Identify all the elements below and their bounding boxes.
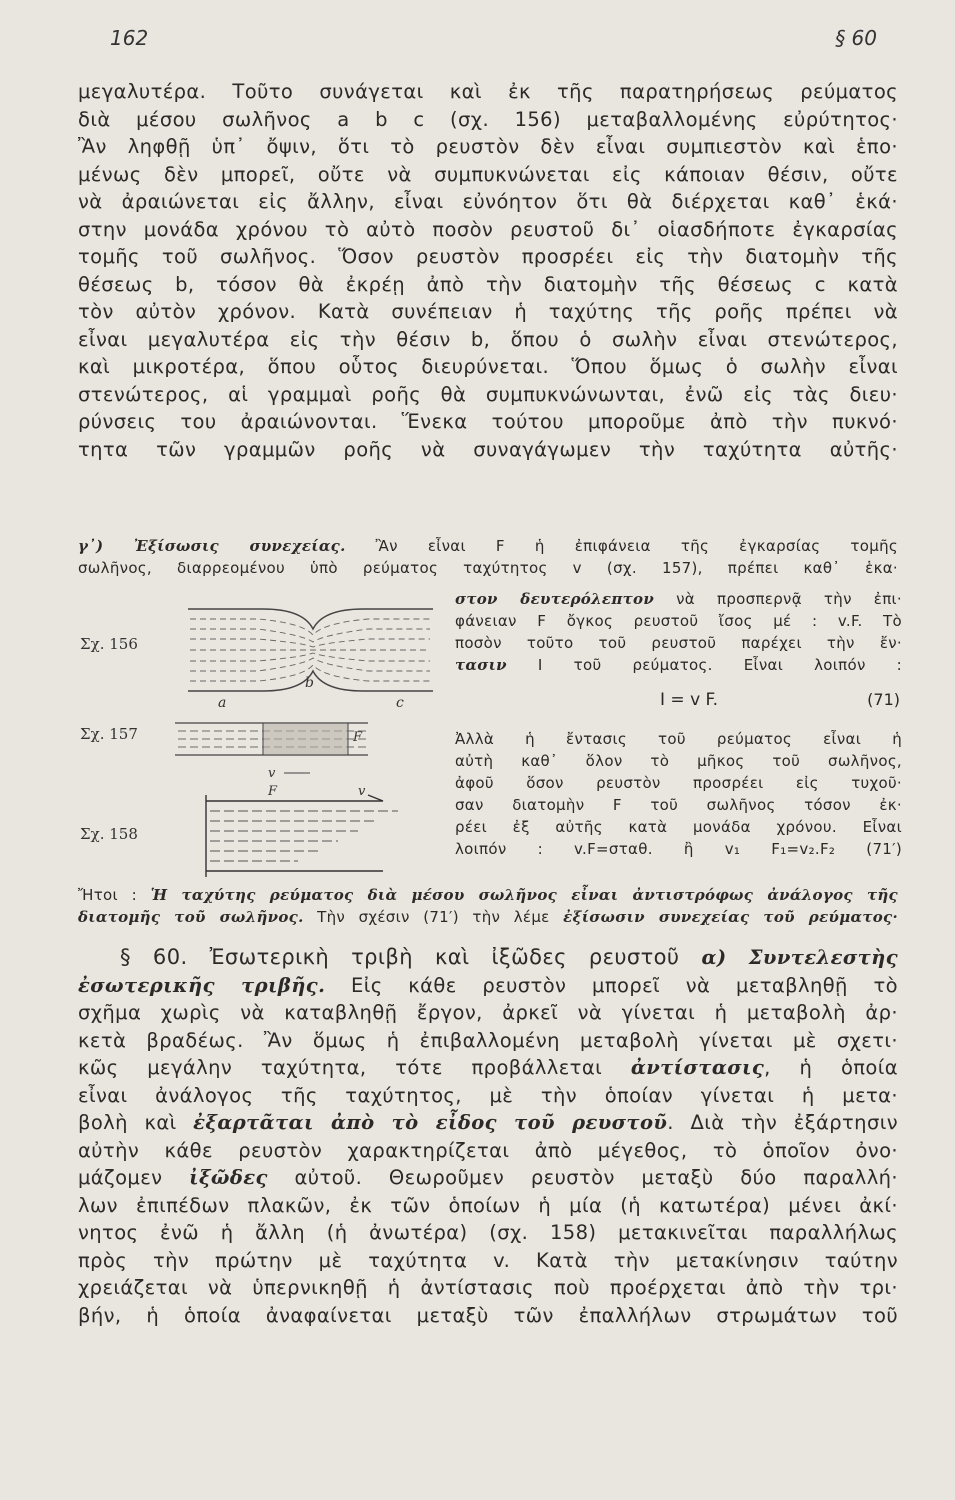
subsection-continuity-equation bbox=[78, 535, 898, 579]
text-line: χρειάζεται νὰ ὑπερνικηθῇ ἡ ἀντίστασις ποὺ προέρχεται ἀπὸ τὴν τρι· bbox=[78, 1276, 898, 1299]
text-line bbox=[78, 972, 898, 1000]
figure-158-F: F bbox=[268, 784, 278, 799]
text-line: βήν, ἡ ὁποία ἀναφαίνεται μεταξὺ τῶν ἐπαλλήλων στρωμάτων τοῦ bbox=[78, 1303, 898, 1327]
text-line: στην μονάδα χρόνου τὸ αὐτὸ ποσὸν ρευστοῦ δι᾽ οἱασδήποτε ἐγκαρσίας bbox=[78, 217, 898, 241]
text-line: λοιπόν : v.F=σταθ. ἢ v₁ F₁=v₂.F₂ (71′) bbox=[455, 840, 902, 858]
bold-term: ἀντίστασις bbox=[630, 1056, 765, 1079]
text-line bbox=[78, 906, 898, 928]
equation-formula: I = v F. bbox=[660, 690, 718, 710]
text-fragment: φάνειαν F ὄγκος ρευστοῦ ἴσος μέ : v.F. Τὸ bbox=[455, 612, 902, 630]
text-line: θέσεως b, τόσον θὰ ἐκρέῃ ἀπὸ τὴν διατομὴν τῆς θέσεως c κατὰ bbox=[78, 272, 898, 296]
text-line: νητος ἐνῶ ἡ ἄλλη (ἡ ἀνωτέρα) (σχ. 158) μετακινεῖται παραλλήλως bbox=[78, 1221, 898, 1244]
text-line bbox=[455, 654, 902, 676]
text-fragment: αὐτοῦ. Θεωροῦμεν ρευστὸν μεταξὺ δύο παραλλή· bbox=[267, 1166, 898, 1189]
subsection-label: γ᾽) Ἐξίσωσις συνεχείας. bbox=[78, 537, 346, 555]
text-line: μεγαλυτέρα. Τοῦτο συνάγεται καὶ ἐκ τῆς παρατηρήσεως ρεύματος bbox=[78, 80, 898, 103]
text-line: καὶ μικροτέρα, ὅπου οὗτος διευρύνεται. Ὅπου ὅμως ὁ σωλὴν εἶναι bbox=[78, 355, 898, 378]
text-line: Ἀλλὰ ἡ ἔντασις τοῦ ρεύματος εἶναι ἡ bbox=[455, 730, 902, 748]
paragraph-continuity bbox=[78, 78, 898, 463]
bold-term: τασιν bbox=[455, 656, 507, 674]
figures-drawing bbox=[78, 595, 448, 885]
figure-157-F: F bbox=[353, 730, 363, 745]
text-line bbox=[455, 610, 902, 632]
bold-statement: διατομῆς τοῦ σωλῆνος. bbox=[78, 908, 304, 926]
equation-number: (71) bbox=[867, 690, 900, 709]
right-column-text bbox=[455, 588, 902, 676]
text-line bbox=[455, 632, 902, 654]
bold-term: ἐξίσωσιν συνεχείας τοῦ ρεύματος· bbox=[563, 908, 898, 926]
right-column-text-2 bbox=[455, 728, 902, 860]
subsection-label: ἐσωτερικῆς τριβῆς. bbox=[78, 973, 326, 997]
bold-term: ἐξαρτᾶται ἀπὸ τὸ εἶδος τοῦ ρευστοῦ bbox=[193, 1111, 668, 1134]
text-line: σαν διατομὴν F τοῦ σωλῆνος τόσον ἐκ· bbox=[455, 796, 902, 814]
figure-158-v: v bbox=[358, 784, 366, 799]
figure-156-label: Σχ. 156 bbox=[80, 635, 138, 653]
text-line: τομῆς τοῦ σωλῆνος. Ὅσον ρευστὸν προσρέει εἰς τὴν διατομὴν τῆς bbox=[78, 245, 898, 268]
text-line: πρὸς τὴν πρώτην μὲ ταχύτητα v. Κατὰ τὴν μετακίνησιν ταύτην bbox=[78, 1248, 898, 1272]
text-line bbox=[78, 1164, 898, 1192]
figure-156-c: c bbox=[396, 695, 404, 711]
section-number: § 60. bbox=[120, 945, 188, 969]
text-line bbox=[78, 1109, 898, 1137]
text-line: Ἂν ληφθῇ ὑπ᾽ ὄψιν, ὅτι τὸ ρευστὸν δὲν εἶναι συμπιεστὸν καὶ ἑπο· bbox=[78, 135, 898, 158]
text-line bbox=[78, 535, 898, 557]
bold-statement: Ἡ ταχύτης ρεύματος διὰ μέσου σωλῆνος εἶναι ἀντιστρόφως ἀνάλογος τῆς bbox=[150, 886, 898, 904]
text-line: μένως δὲν μπορεῖ, οὔτε νὰ συμπυκνώνεται εἰς κάποιαν θέσιν, οὔτε bbox=[78, 162, 898, 186]
text-line: στενώτερος, αἱ γραμμαὶ ροῆς θὰ συμπυκνώνωνται, ἐνῶ εἰς τὰς διευ· bbox=[78, 382, 898, 406]
figure-156-a: a bbox=[218, 695, 227, 711]
figure-158-layers bbox=[210, 811, 398, 861]
section-title: Ἐσωτερικὴ τριβὴ καὶ ἰξῶδες ρευστοῦ bbox=[187, 945, 702, 969]
text-fragment: , ἡ ὁποία bbox=[764, 1056, 898, 1079]
text-line: κετὰ βραδέως. Ἂν ὅμως ἡ ἐπιβαλλομένη μεταβολὴ γίνεται μὲ σχετι· bbox=[78, 1028, 898, 1052]
text-line: σωλῆνος, διαρρεομένου ὑπὸ ρεύματος ταχύτητος v (σχ. 157), πρέπει καθ᾽ ἑκα· bbox=[78, 559, 898, 577]
text-line: τητα τῶν γραμμῶν ροῆς νὰ συναγάγωμεν τὴν ταχύτητα αὐτῆς· bbox=[78, 437, 898, 461]
text-line: αὐτὴν κάθε ρευστὸν χαρακτηρίζεται ἀπὸ μέγεθος, τὸ ὁποῖον ὀνο· bbox=[78, 1138, 898, 1162]
text-line: εἶναι μεγαλυτέρα εἰς τὴν θέσιν b, ὅπου ὁ σωλὴν εἶναι στενώτερος, bbox=[78, 327, 898, 351]
text-fragment: I τοῦ ρεύματος. Εἶναι λοιπόν : bbox=[506, 656, 902, 674]
text-fragment: Ἂν εἶναι F ἡ ἐπιφάνεια τῆς ἐγκαρσίας τομῆς bbox=[375, 537, 898, 555]
text-line: διὰ μέσου σωλῆνος a b c (σχ. 156) μεταβαλλομένης εὐρύτητος· bbox=[78, 107, 898, 131]
figure-157-v: v bbox=[268, 766, 276, 781]
text-line: νὰ ἀραιώνεται εἰς ἄλλην, εἶναι εὐνόητον ὅτι θὰ διέρχεται καθ᾽ ἑκά· bbox=[78, 190, 898, 213]
figure-158-label: Σχ. 158 bbox=[80, 825, 138, 843]
figure-157-label: Σχ. 157 bbox=[80, 725, 138, 743]
figure-156-streamlines bbox=[190, 619, 430, 681]
conclusion-paragraph bbox=[78, 884, 898, 928]
text-fragment: Τὴν σχέσιν (71′) τὴν λέμε bbox=[303, 908, 564, 926]
text-line bbox=[78, 1054, 898, 1082]
section-heading-line bbox=[78, 944, 898, 972]
text-fragment: . Διὰ τὴν ἐξάρτησιν bbox=[667, 1111, 898, 1134]
text-fragment: Εἰς κάθε ρευστὸν μπορεῖ νὰ μεταβληθῇ τὸ bbox=[325, 973, 898, 997]
text-fragment: νὰ προσπερνᾷ τὴν ἐπι· bbox=[654, 590, 902, 608]
figure-157-section bbox=[263, 723, 348, 755]
figure-156-b: b bbox=[305, 675, 314, 691]
figures-area bbox=[78, 595, 448, 885]
text-line: αὐτὴ καθ᾽ ὅλον τὸ μῆκος τοῦ σωλῆνος, bbox=[455, 752, 902, 770]
text-line: ρέει ἐξ αὐτῆς κατὰ μονάδα χρόνου. Εἶναι bbox=[455, 818, 902, 836]
text-line bbox=[78, 884, 898, 906]
subsection-label: α) Συντελεστὴς bbox=[701, 946, 898, 969]
text-line bbox=[455, 588, 902, 610]
text-line: σχῆμα χωρὶς νὰ καταβληθῇ ἔργον, ἀρκεῖ νὰ γίνεται ἡ μεταβολὴ ἀρ· bbox=[78, 1001, 898, 1024]
page-number: 162 bbox=[110, 26, 149, 50]
text-line: εἶναι ἀνάλογος τῆς ταχύτητος, μὲ τὴν ὁποίαν γίνεται ἡ μετα· bbox=[78, 1083, 898, 1107]
equation-71 bbox=[455, 690, 902, 718]
figure-158-plates bbox=[206, 795, 383, 877]
text-fragment: κῶς μεγάλην ταχύτητα, τότε προβάλλεται bbox=[78, 1056, 631, 1079]
section-60 bbox=[78, 944, 898, 1329]
section-header: § 60 bbox=[835, 26, 877, 50]
text-fragment: βολὴ καὶ bbox=[78, 1111, 194, 1134]
bold-term: ἰξῶδες bbox=[189, 1166, 268, 1189]
text-line: τὸν αὐτὸν χρόνον. Κατὰ συνέπειαν ἡ ταχύτης τῆς ροῆς πρέπει νὰ bbox=[78, 300, 898, 323]
text-fragment: μάζομεν bbox=[78, 1166, 190, 1189]
text-fragment: ποσὸν τοῦτο τοῦ ρευστοῦ παρέχει τὴν ἔν· bbox=[455, 634, 902, 652]
text-fragment: Ἤτοι : bbox=[78, 886, 151, 904]
text-line: ρύνσεις του ἀραιώνονται. Ἕνεκα τούτου μποροῦμε ἀπὸ τὴν πυκνό· bbox=[78, 410, 898, 433]
text-line: λων ἐπιπέδων πλακῶν, ἐκ τῶν ὁποίων ἡ μία (ἡ κατωτέρα) μένει ἀκί· bbox=[78, 1193, 898, 1217]
text-line: ἀφοῦ ὅσον ρευστὸν προσρέει εἰς τυχοῦ· bbox=[455, 774, 902, 792]
bold-term: στον δευτερόλεπτον bbox=[455, 590, 655, 608]
